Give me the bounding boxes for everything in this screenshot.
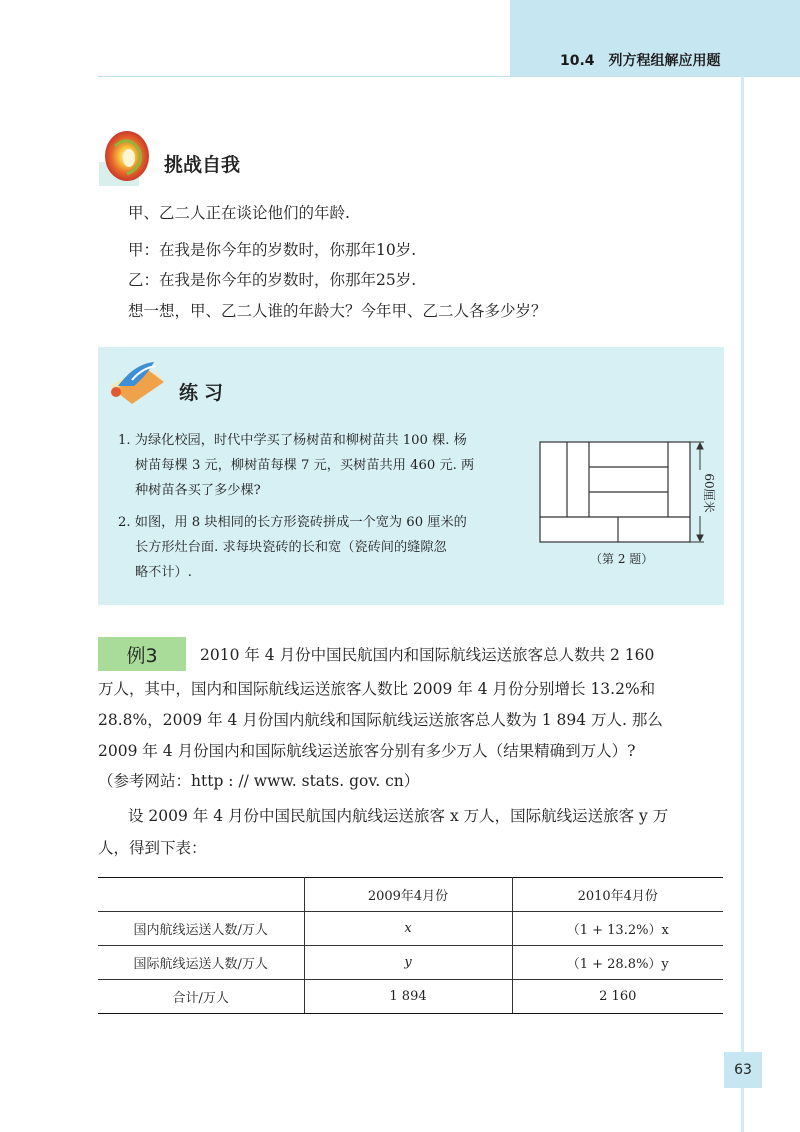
table-header-cell: 2009年4月份 (304, 878, 512, 912)
example-label: 例3 (98, 637, 186, 671)
challenge-line: 甲、乙二人正在谈论他们的年龄. (128, 204, 350, 222)
practice-notebook-icon (104, 356, 168, 408)
table-header-cell: 2010年4月份 (512, 878, 723, 912)
table-row (98, 912, 723, 946)
table-cell: 2 160 (512, 980, 723, 1014)
exercise-1-line: 树苗每棵 3 元，柳树苗每棵 7 元，买树苗共用 460 元. 两 (135, 458, 475, 473)
table-header-row (98, 878, 723, 912)
setup-line: 设 2009 年 4 月份中国民航国内航线运送旅客 x 万人，国际航线运送旅客 y 万 (128, 807, 669, 825)
example-line: 2010 年 4 月份中国民航国内和国际航线运送旅客总人数共 2 160 (200, 646, 655, 664)
practice-title: 练习 (179, 382, 230, 404)
challenge-line: 甲：在我是你今年的岁数时，你那年10岁. (128, 241, 417, 259)
dimension-arrow (697, 535, 703, 541)
table-cell: y (304, 946, 512, 980)
table-row (98, 946, 723, 980)
exercise-2-line: 2. 如图，用 8 块相同的长方形瓷砖拼成一个宽为 60 厘米的 (118, 515, 467, 530)
dimension-label: 60厘米 (702, 473, 716, 513)
table-cell: （1 + 13.2%）x (512, 912, 723, 946)
challenge-swirl-icon (97, 128, 155, 188)
reference-link: （参考网站：http : // www. stats. gov. cn） (98, 772, 420, 790)
challenge-line: 想一想，甲、乙二人谁的年龄大？今年甲、乙二人各多少岁？ (128, 302, 547, 320)
row-label-cell: 国内航线运送人数/万人 (98, 912, 304, 946)
exercise-2-line: 长方形灶台面. 求每块瓷砖的长和宽（瓷砖间的缝隙忽 (135, 540, 447, 555)
row-label-cell: 合计/万人 (98, 980, 304, 1014)
figure-caption: （第 2 题） (590, 552, 654, 566)
tile-diagram (538, 440, 718, 548)
header-divider (98, 76, 800, 77)
example-line: 28.8%，2009 年 4 月份国内航线和国际航线运送旅客总人数为 1 894 万人. 那么 (98, 711, 663, 729)
exercise-1-line: 1. 为绿化校园，时代中学买了杨树苗和柳树苗共 100 棵. 杨 (118, 433, 467, 448)
challenge-title: 挑战自我 (164, 154, 241, 176)
example-line: 2009 年 4 月份国内和国际航线运送旅客分别有多少万人（结果精确到万人）? (98, 742, 636, 760)
table-cell: x (304, 912, 512, 946)
exercise-1-line: 种树苗各买了多少棵? (135, 483, 261, 498)
passenger-table (98, 877, 723, 1014)
setup-line: 人，得到下表： (98, 839, 207, 857)
row-label-cell: 国际航线运送人数/万人 (98, 946, 304, 980)
margin-rule (741, 76, 744, 1132)
table-row (98, 980, 723, 1014)
table-cell: 1 894 (304, 980, 512, 1014)
page-number: 63 (724, 1052, 762, 1088)
challenge-line: 乙：在我是你今年的岁数时，你那年25岁. (128, 271, 417, 289)
table-cell: （1 + 28.8%）y (512, 946, 723, 980)
table-header-cell (98, 878, 304, 912)
exercise-2-line: 略不计）. (135, 565, 192, 580)
example-line: 万人，其中，国内和国际航线运送旅客人数比 2009 年 4 月份分别增长 13.2%和 (98, 680, 656, 698)
section-title: 10.4 列方程组解应用题 (560, 53, 721, 69)
dimension-arrow (697, 443, 703, 449)
